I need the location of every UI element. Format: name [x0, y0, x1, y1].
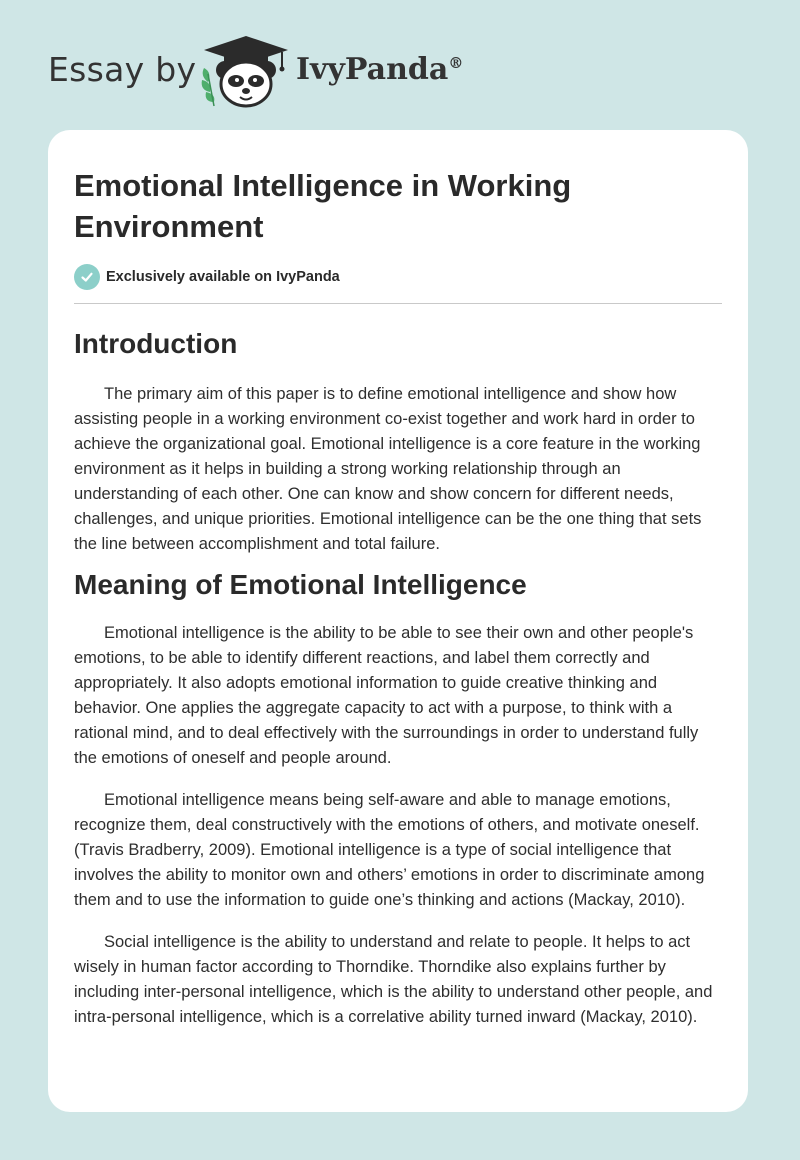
brand-name-text: IvyPanda [296, 52, 449, 87]
panda-logo-icon[interactable] [196, 34, 296, 110]
paragraph: Social intelligence is the ability to understand and relate to people. It helps to act wisely in human factor according to Thorndike. Thorndike also explains further by including inter-personal intelligence, which is the ability to understand other people, and intra-personal intelligence, which is a correlative ability turned inward (Mackay, 2010). [74, 933, 713, 1026]
essay-body [74, 324, 724, 1030]
site-header [0, 0, 800, 130]
essay-card [48, 130, 748, 1112]
availability-text: Exclusively available on IvyPanda [106, 269, 340, 285]
registered-mark: ® [448, 54, 464, 72]
brand-name[interactable] [296, 52, 463, 87]
section-heading-introduction: Introduction [74, 328, 238, 359]
paragraph: The primary aim of this paper is to define emotional intelligence and show how assisting people in a working environment co-exist together and work hard in order to achieve the organizational goal. Emotional intelligence is a core feature in the working environment as it helps in building a strong working relationship through an understanding of each other. One can know and show concern for different needs, challenges, and unique priorities. Emotional intelligence can be the one thing that sets the line between accomplishment and total failure. [74, 385, 702, 553]
divider [74, 303, 722, 304]
check-icon [74, 264, 100, 290]
essay-by-label: Essay by [48, 50, 197, 89]
section-heading-meaning: Meaning of Emotional Intelligence [74, 569, 527, 600]
paragraph: Emotional intelligence is the ability to be able to see their own and other people's emotions, to be able to identify different reactions, and label them correctly and appropriately. It also adopts emotional information to guide creative thinking and behavior. One applies the aggregate capacity to act with a purpose, to think with a rational mind, and to deal effectively with the surroundings in order to understand fully the emotions of oneself and people around. [74, 624, 699, 767]
paragraph: Emotional intelligence means being self-aware and able to manage emotions, recognize them, deal constructively with the emotions of others, and motivate oneself. (Travis Bradberry, 2009). Emotional intelligence is a type of social intelligence that involves the ability to monitor own and others’ emotions in order to discriminate among them and to use the information to guide one’s thinking and actions (Mackay, 2010). [74, 791, 705, 909]
essay-title: Emotional Intelligence in Working Environment [74, 168, 572, 244]
availability-badge [74, 264, 340, 290]
